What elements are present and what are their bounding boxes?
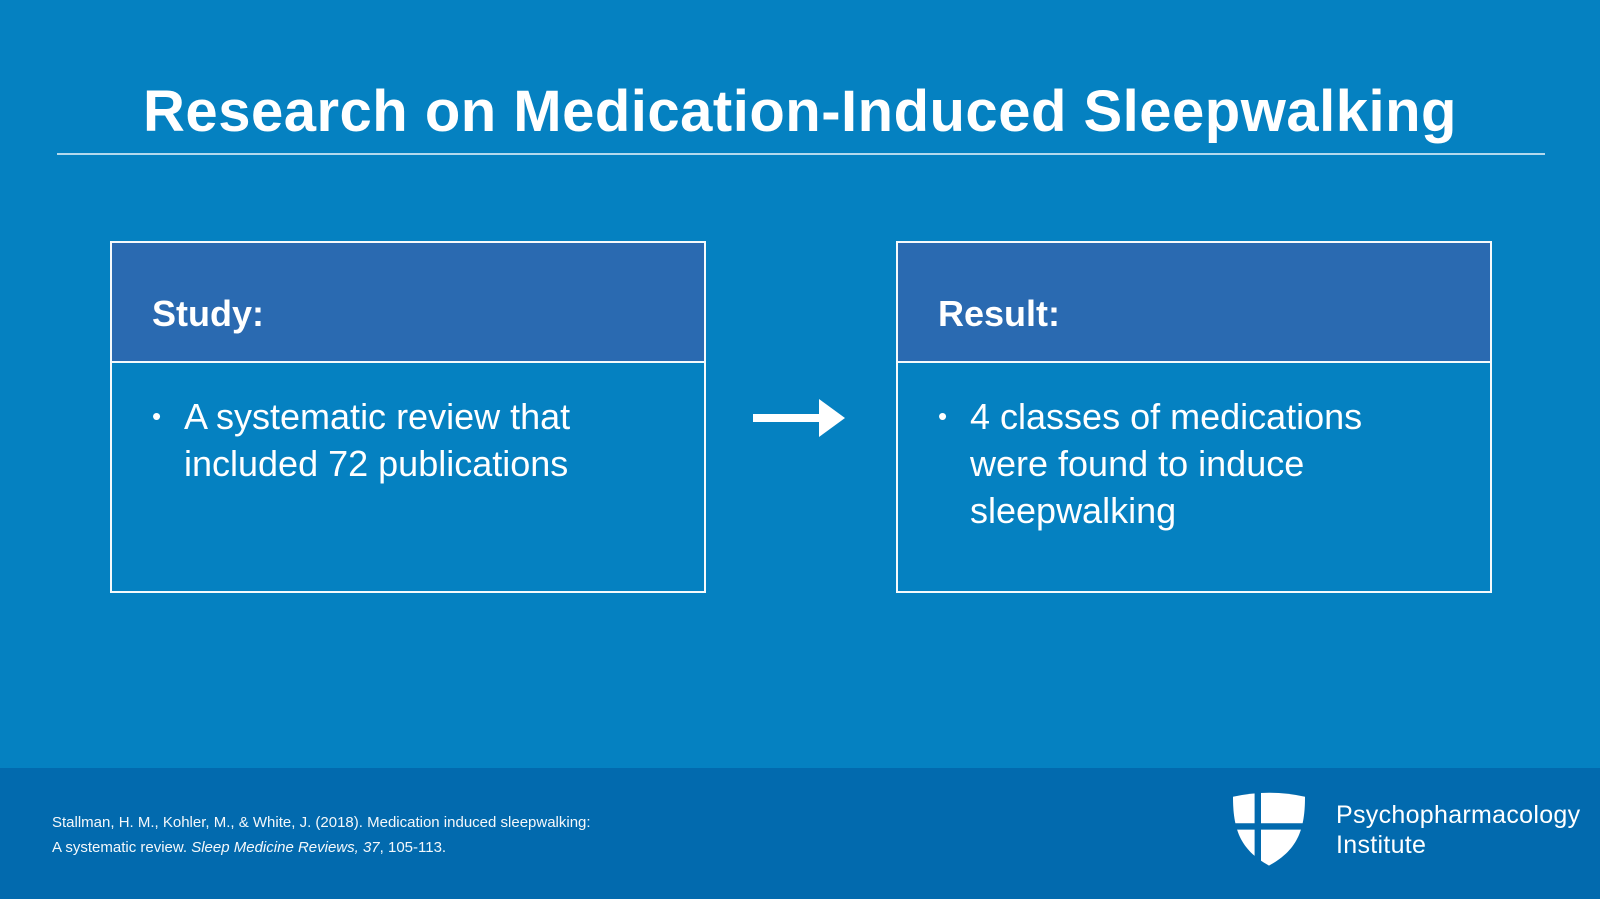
result-box-body <box>898 363 1490 534</box>
citation-line-2-prefix: A systematic review. <box>52 839 192 856</box>
title-divider-line <box>57 153 1545 155</box>
study-box-body <box>112 363 704 487</box>
citation-line-1: Stallman, H. M., Kohler, M., & White, J. (2018). Medication induced sleepwalking: <box>52 814 591 831</box>
study-box-header-label: Study: <box>152 293 264 334</box>
logo-text-line-2: Institute <box>1336 831 1427 859</box>
result-box-header-label: Result: <box>938 293 1061 334</box>
logo <box>1228 788 1580 868</box>
study-box-text: A systematic review that included 72 publications <box>184 396 571 484</box>
citation <box>52 810 591 860</box>
citation-line-2-suffix: , 105-113. <box>379 839 447 856</box>
result-box-text: 4 classes of medications were found to induce sleepwalking <box>970 396 1363 531</box>
study-box <box>110 241 706 593</box>
slide-title: Research on Medication-Induced Sleepwalking <box>143 79 1457 144</box>
shield-cross-icon <box>1228 788 1310 868</box>
logo-text-line-1: Psychopharmacology <box>1336 801 1581 829</box>
right-arrow-icon <box>753 399 845 437</box>
logo-text <box>1336 796 1580 860</box>
footer-bar <box>0 768 1600 899</box>
citation-journal-volume-italic: Sleep Medicine Reviews, 37 <box>191 839 380 856</box>
bullet-marker: • <box>152 401 162 431</box>
citation-line-2 <box>52 835 591 860</box>
result-box-header <box>898 243 1490 363</box>
result-box <box>896 241 1492 593</box>
study-box-header <box>112 243 704 363</box>
bullet-marker: • <box>938 401 948 431</box>
